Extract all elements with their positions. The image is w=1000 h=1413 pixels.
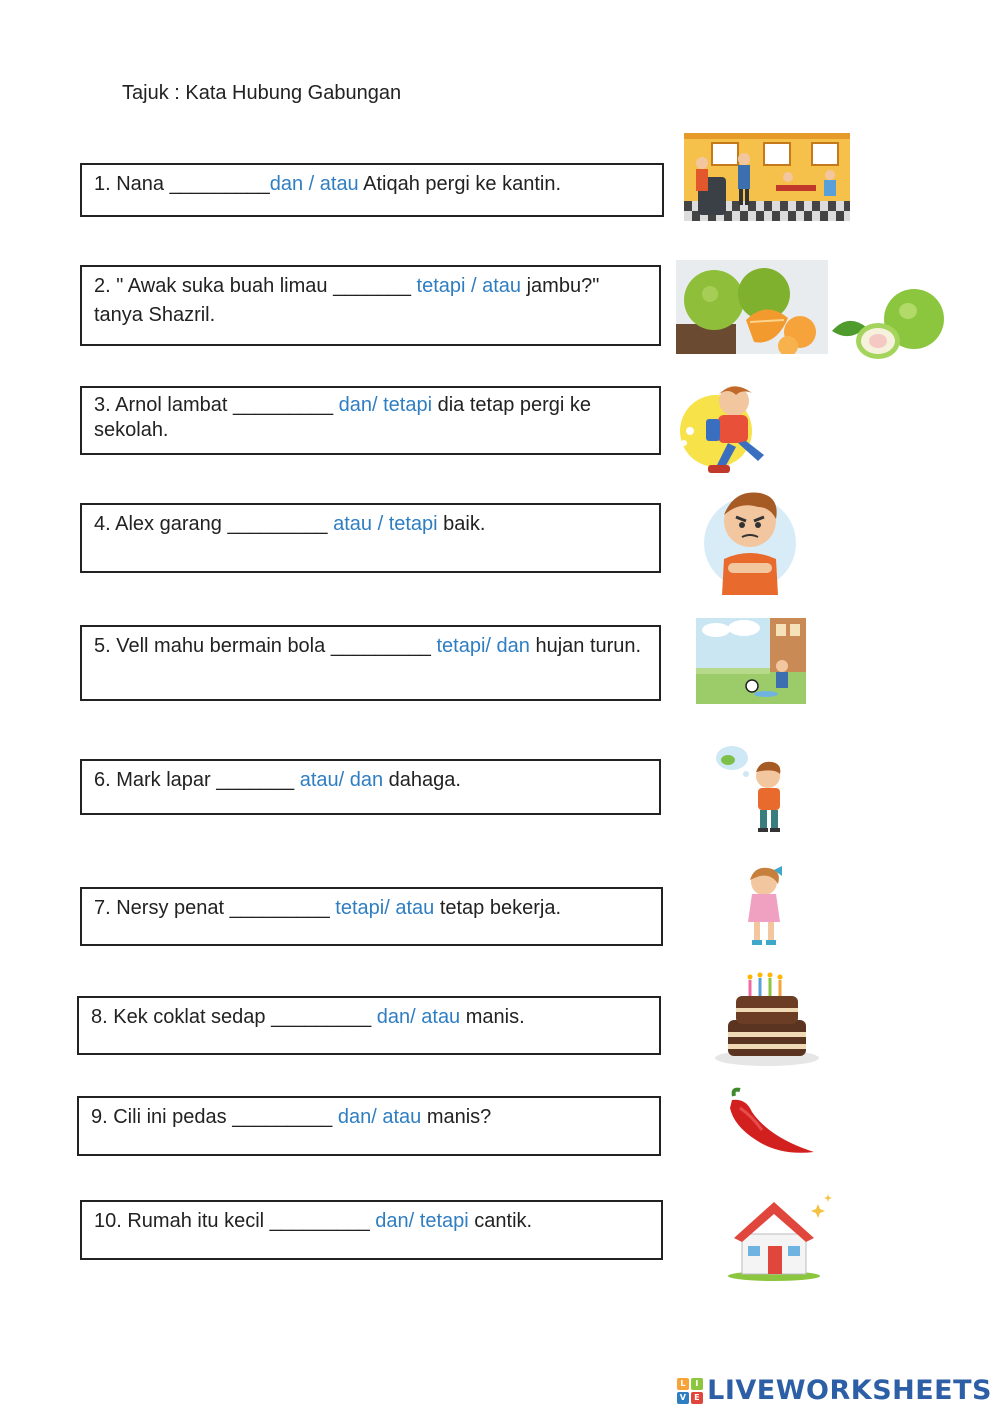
canteen-picture bbox=[684, 133, 850, 221]
question-9-text: 9. Cili ini pedas bbox=[91, 1106, 233, 1128]
question-3-text: 3. Arnol lambat bbox=[94, 394, 233, 416]
angry-boy-picture bbox=[700, 485, 800, 595]
question-8-blank[interactable]: _________ bbox=[271, 1006, 372, 1028]
hungry-boy-picture bbox=[702, 740, 802, 836]
question-9-blank[interactable]: _________ bbox=[232, 1106, 333, 1128]
question-2-box bbox=[80, 265, 661, 346]
question-10-options: dan/ tetapi bbox=[369, 1210, 469, 1232]
tired-girl-picture bbox=[736, 864, 796, 950]
house-picture bbox=[712, 1190, 836, 1282]
question-2-rest: jambu?" tanya Shazril. bbox=[94, 275, 600, 326]
question-8-options: dan/ atau bbox=[371, 1006, 461, 1028]
rain-football-picture bbox=[696, 618, 806, 704]
question-4-options: atau / tetapi bbox=[327, 513, 438, 535]
question-6-text: 6. Mark lapar bbox=[94, 769, 217, 791]
question-3-options: dan/ tetapi bbox=[333, 394, 433, 416]
question-4-text: 4. Alex garang bbox=[94, 513, 228, 535]
question-9-options: dan/ atau bbox=[332, 1106, 422, 1128]
question-6-rest: dahaga. bbox=[383, 769, 461, 791]
question-6-blank[interactable]: _______ bbox=[216, 769, 295, 791]
question-5-rest: hujan turun. bbox=[529, 635, 642, 657]
question-10-rest: cantik. bbox=[468, 1210, 533, 1232]
orange-picture bbox=[676, 260, 828, 354]
question-7-blank[interactable]: _________ bbox=[229, 897, 330, 919]
question-2-blank[interactable]: _______ bbox=[333, 275, 411, 297]
worksheet-title: Tajuk : Kata Hubung Gabungan bbox=[122, 82, 402, 104]
guava-picture bbox=[828, 283, 948, 363]
question-4-rest: baik. bbox=[437, 513, 486, 535]
question-9-box bbox=[77, 1096, 661, 1156]
question-8-box bbox=[77, 996, 661, 1055]
question-1-blank[interactable]: _________ bbox=[169, 173, 270, 195]
liveworksheets-logo-text: LIVEWORKSHEETS bbox=[707, 1375, 992, 1406]
question-10-box bbox=[80, 1200, 663, 1260]
question-1-options: dan / atau bbox=[269, 173, 359, 195]
question-3-rest: dia tetap pergi ke sekolah. bbox=[94, 394, 592, 441]
question-2-text: 2. " Awak suka buah limau bbox=[94, 275, 334, 297]
question-4-box bbox=[80, 503, 661, 573]
question-7-box bbox=[80, 887, 663, 946]
question-2-options: tetapi / atau bbox=[410, 275, 522, 297]
question-1-rest: Atiqah pergi ke kantin. bbox=[358, 173, 562, 195]
question-6-options: atau/ dan bbox=[294, 769, 384, 791]
question-10-text: 10. Rumah itu kecil bbox=[94, 1210, 270, 1232]
question-5-options: tetapi/ dan bbox=[430, 635, 530, 657]
chocolate-cake-picture bbox=[714, 970, 820, 1068]
question-7-rest: tetap bekerja. bbox=[434, 897, 562, 919]
question-7-text: 7. Nersy penat bbox=[94, 897, 230, 919]
question-3-blank[interactable]: _________ bbox=[232, 394, 334, 416]
question-8-rest: manis. bbox=[460, 1006, 525, 1028]
question-5-blank[interactable]: _________ bbox=[330, 635, 431, 657]
question-9-rest: manis? bbox=[421, 1106, 492, 1128]
question-4-blank[interactable]: _________ bbox=[227, 513, 328, 535]
chili-picture bbox=[722, 1086, 818, 1158]
late-boy-picture bbox=[676, 375, 796, 480]
question-6-box bbox=[80, 759, 661, 815]
liveworksheets-logo bbox=[677, 1375, 992, 1406]
question-5-text: 5. Vell mahu bermain bola bbox=[94, 635, 331, 657]
liveworksheets-logo-icon: L I V E bbox=[677, 1378, 703, 1404]
question-8-text: 8. Kek coklat sedap bbox=[91, 1006, 272, 1028]
question-1-box bbox=[80, 163, 664, 217]
question-7-options: tetapi/ atau bbox=[329, 897, 435, 919]
question-1-text: 1. Nana bbox=[94, 173, 170, 195]
question-3-box bbox=[80, 386, 661, 455]
question-5-box bbox=[80, 625, 661, 701]
question-10-blank[interactable]: _________ bbox=[269, 1210, 370, 1232]
